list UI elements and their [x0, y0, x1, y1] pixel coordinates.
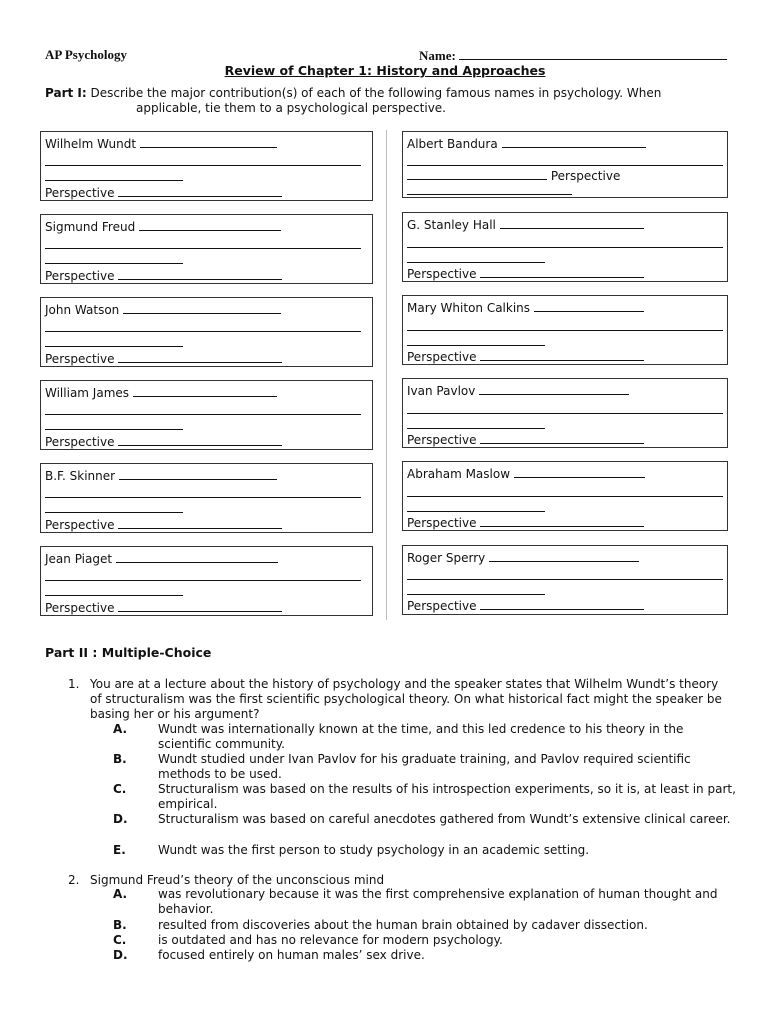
answer-line-short[interactable]: [45, 512, 183, 513]
perspective-label: Perspective: [407, 350, 477, 364]
part1-instructions: [45, 86, 725, 116]
option-text: is outdated and has no relevance for modern psychology.: [158, 933, 503, 947]
answer-line[interactable]: [45, 580, 361, 581]
name-box-wundt[interactable]: [40, 131, 373, 201]
option-letter: D.: [113, 812, 128, 826]
question-stem: Sigmund Freud’s theory of the unconscious mind: [90, 873, 385, 887]
perspective-label: Perspective: [45, 352, 115, 366]
name-blank[interactable]: [459, 47, 727, 60]
name-answer-blank[interactable]: [534, 299, 644, 312]
perspective-blank[interactable]: [407, 194, 572, 195]
name-answer-blank[interactable]: [133, 384, 277, 397]
name-box-calkins[interactable]: [402, 295, 728, 365]
name-answer-blank[interactable]: [140, 135, 277, 148]
name-box-james[interactable]: [40, 380, 373, 450]
box-name: John Watson: [45, 303, 120, 317]
option-letter: A.: [113, 887, 128, 901]
perspective-blank[interactable]: [118, 350, 282, 363]
perspective-blank[interactable]: [480, 265, 644, 278]
perspective-label: Perspective: [45, 186, 115, 200]
name-field[interactable]: [419, 47, 727, 64]
box-name: Abraham Maslow: [407, 467, 511, 481]
answer-line[interactable]: [407, 496, 723, 497]
answer-line[interactable]: [407, 165, 723, 166]
option-letter: E.: [113, 843, 126, 857]
option-text: Structuralism was based on careful anecdotes gathered from Wundt’s extensive clinical career.: [158, 812, 731, 826]
name-answer-blank[interactable]: [119, 467, 277, 480]
name-box-skinner[interactable]: [40, 463, 373, 533]
name-answer-blank[interactable]: [479, 382, 629, 395]
perspective-blank[interactable]: [480, 348, 644, 361]
perspective-label: Perspective: [407, 267, 477, 281]
perspective-label: Perspective: [45, 518, 115, 532]
option-letter: A.: [113, 722, 128, 736]
perspective-label: Perspective: [45, 435, 115, 449]
option-letter: D.: [113, 948, 128, 962]
perspective-blank[interactable]: [118, 433, 282, 446]
perspective-blank[interactable]: [480, 597, 644, 610]
box-name: Jean Piaget: [45, 552, 113, 566]
box-name: Albert Bandura: [407, 137, 498, 151]
box-name: Mary Whiton Calkins: [407, 301, 531, 315]
part1-label: Part I:: [45, 86, 87, 100]
perspective-blank[interactable]: [480, 514, 644, 527]
perspective-label: Perspective: [45, 601, 115, 615]
answer-line-short[interactable]: [407, 511, 545, 512]
question-stem: You are at a lecture about the history of psychology and the speaker states that Wilhelm Wundt’s theory of structuralism was the first scientific psychological theory. On what historical fact might the speaker be basing her or his argument?: [90, 677, 722, 721]
option-text: resulted from discoveries about the human brain obtained by cadaver dissection.: [158, 918, 648, 932]
name-box-freud[interactable]: [40, 214, 373, 284]
question-number: 1.: [68, 677, 80, 691]
name-answer-blank[interactable]: [139, 218, 281, 231]
answer-line-short[interactable]: [45, 429, 183, 430]
answer-line-short[interactable]: [407, 428, 545, 429]
box-name: B.F. Skinner: [45, 469, 116, 483]
option-letter: C.: [113, 782, 127, 796]
name-answer-blank[interactable]: [500, 216, 644, 229]
perspective-label: Perspective: [407, 433, 477, 447]
name-box-pavlov[interactable]: [402, 378, 728, 448]
answer-line[interactable]: [45, 331, 361, 332]
perspective-label: Perspective: [407, 516, 477, 530]
perspective-label: Perspective: [45, 269, 115, 283]
answer-line-short[interactable]: [45, 595, 183, 596]
part2-label: Part II : Multiple-Choice: [45, 645, 212, 660]
box-name: Ivan Pavlov: [407, 384, 476, 398]
perspective-blank[interactable]: [480, 431, 644, 444]
part1-instructions-line2: applicable, tie them to a psychological perspective.: [136, 101, 446, 115]
name-box-piaget[interactable]: [40, 546, 373, 616]
box-name: Wilhelm Wundt: [45, 137, 137, 151]
perspective-blank[interactable]: [118, 516, 282, 529]
name-box-watson[interactable]: [40, 297, 373, 367]
name-box-bandura[interactable]: [402, 131, 728, 198]
question-number: 2.: [68, 873, 80, 887]
perspective-blank[interactable]: [118, 267, 282, 280]
option-text: Structuralism was based on the results of his introspection experiments, so it is, at least in part, empirical.: [158, 782, 736, 811]
answer-line[interactable]: [45, 165, 361, 166]
option-text: focused entirely on human males’ sex drive.: [158, 948, 425, 962]
answer-line[interactable]: [407, 330, 723, 331]
answer-line[interactable]: [45, 414, 361, 415]
option-letter: C.: [113, 933, 127, 947]
answer-line-short[interactable]: [407, 262, 545, 263]
perspective-blank[interactable]: [118, 184, 282, 197]
name-box-maslow[interactable]: [402, 461, 728, 531]
answer-line[interactable]: [407, 413, 723, 414]
answer-line-short[interactable]: [407, 167, 547, 180]
answer-line[interactable]: [407, 247, 723, 248]
answer-line[interactable]: [407, 579, 723, 580]
option-text: was revolutionary because it was the first comprehensive explanation of human thought and behavior.: [158, 887, 718, 916]
perspective-label: Perspective: [407, 599, 477, 613]
name-answer-blank[interactable]: [489, 549, 639, 562]
name-label: Name:: [419, 48, 456, 63]
name-answer-blank[interactable]: [123, 301, 281, 314]
option-text: Wundt was the first person to study psychology in an academic setting.: [158, 843, 590, 857]
answer-line[interactable]: [45, 497, 361, 498]
box-name: G. Stanley Hall: [407, 218, 496, 232]
box-name: William James: [45, 386, 130, 400]
name-box-sperry[interactable]: [402, 545, 728, 615]
answer-line-short[interactable]: [407, 594, 545, 595]
answer-line-short[interactable]: [45, 346, 183, 347]
part1-instructions-line1: Describe the major contribution(s) of each of the following famous names in psychology. When: [90, 86, 662, 100]
option-letter: B.: [113, 918, 127, 932]
option-letter: B.: [113, 752, 127, 766]
option-text: Wundt was internationally known at the time, and this led credence to his theory in the scientific community.: [158, 722, 684, 751]
name-answer-blank[interactable]: [116, 550, 278, 563]
course-title: AP Psychology: [45, 47, 127, 62]
name-box-hall[interactable]: [402, 212, 728, 282]
box-name: Sigmund Freud: [45, 220, 136, 234]
answer-line-short[interactable]: [407, 345, 545, 346]
perspective-blank[interactable]: [118, 599, 282, 612]
worksheet-title: Review of Chapter 1: History and Approaches: [224, 63, 546, 78]
answer-line-short[interactable]: [45, 263, 183, 264]
name-answer-blank[interactable]: [514, 465, 645, 478]
option-text: Wundt studied under Ivan Pavlov for his graduate training, and Pavlov required scientific methods to be used.: [158, 752, 691, 781]
column-divider: [386, 130, 387, 620]
perspective-label: Perspective: [550, 169, 621, 183]
answer-line-short[interactable]: [45, 180, 183, 181]
answer-line[interactable]: [45, 248, 361, 249]
name-answer-blank[interactable]: [502, 135, 646, 148]
box-name: Roger Sperry: [407, 551, 486, 565]
